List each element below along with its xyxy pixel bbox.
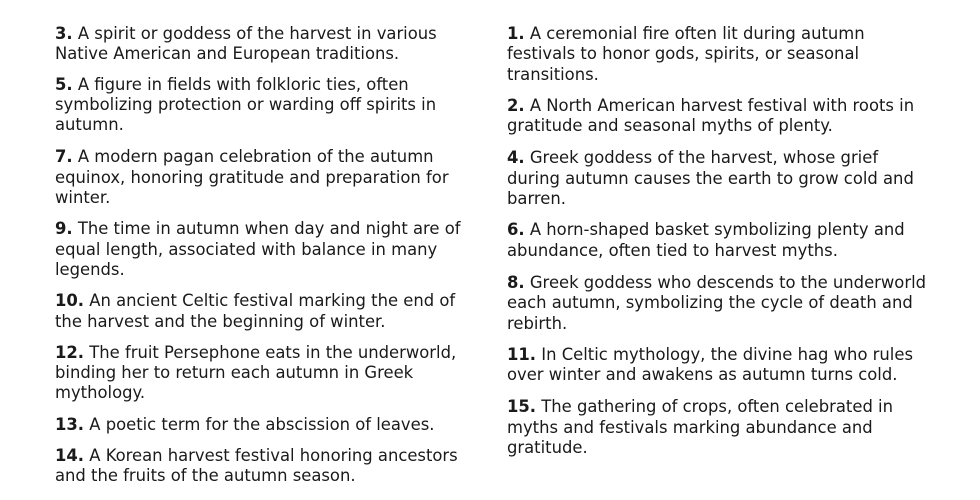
clue-column-left — [55, 24, 483, 487]
clue-item — [507, 273, 935, 334]
clue-number: 9. — [55, 219, 73, 239]
clue-item — [55, 343, 483, 404]
clue-item — [55, 415, 483, 435]
clue-text: The gathering of crops, often celebrated in myths and festivals marking abundance and gratitude. — [507, 397, 893, 458]
clue-number: 12. — [55, 342, 85, 362]
clue-number: 1. — [507, 24, 525, 43]
clue-item — [55, 291, 483, 332]
clue-number: 8. — [507, 272, 525, 292]
clue-text: A horn-shaped basket symbolizing plenty and abundance, often tied to harvest myths. — [507, 220, 905, 260]
clue-text: A Korean harvest festival honoring ancestors and the fruits of the autumn season. — [55, 446, 458, 486]
clue-number: 2. — [507, 95, 525, 115]
clue-text: Greek goddess who descends to the underworld each autumn, symbolizing the cycle of death and rebirth. — [507, 272, 927, 333]
clue-item — [55, 24, 483, 65]
clue-item — [55, 75, 483, 136]
clue-text: The fruit Persephone eats in the underworld, binding her to return each autumn in Greek mythology. — [55, 342, 457, 403]
clue-text: A spirit or goddess of the harvest in various Native American and European traditions. — [55, 24, 437, 64]
clue-item — [55, 219, 483, 280]
clue-item — [507, 148, 935, 209]
clue-number: 15. — [507, 397, 537, 417]
clue-number: 10. — [55, 291, 85, 311]
clue-number: 13. — [55, 414, 85, 434]
clue-item — [507, 397, 935, 458]
clue-text: Greek goddess of the harvest, whose grief during autumn causes the earth to grow cold and barren. — [507, 148, 914, 209]
clue-number: 4. — [507, 148, 525, 168]
clue-text: A North American harvest festival with roots in gratitude and seasonal myths of plenty. — [507, 95, 915, 136]
clue-number: 6. — [507, 220, 525, 240]
clue-column-right — [507, 24, 935, 458]
clue-text: A modern pagan celebration of the autumn equinox, honoring gratitude and preparation for winter. — [55, 147, 449, 208]
clue-text: An ancient Celtic festival marking the end of the harvest and the beginning of winter. — [55, 291, 456, 331]
clue-number: 5. — [55, 74, 73, 94]
clue-number: 7. — [55, 147, 73, 167]
clue-text: A poetic term for the abscission of leaves. — [89, 414, 435, 434]
clue-item — [55, 446, 483, 487]
clue-text: In Celtic mythology, the divine hag who rules over winter and awakens as autumn turns cold. — [507, 344, 913, 385]
clue-number: 3. — [55, 24, 73, 43]
clue-item — [507, 96, 935, 137]
clue-number: 11. — [507, 344, 537, 364]
clue-item — [507, 24, 935, 85]
clue-item — [507, 345, 935, 386]
clue-text: A figure in fields with folkloric ties, often symbolizing protection or warding off spirits in autumn. — [55, 74, 437, 135]
clue-text: A ceremonial fire often lit during autumn festivals to honor gods, spirits, or seasonal transitions. — [507, 24, 865, 84]
clue-text: The time in autumn when day and night are of equal length, associated with balance in many legends. — [55, 219, 461, 279]
clue-number: 14. — [55, 446, 85, 466]
clue-item — [507, 220, 935, 261]
clue-item — [55, 147, 483, 208]
